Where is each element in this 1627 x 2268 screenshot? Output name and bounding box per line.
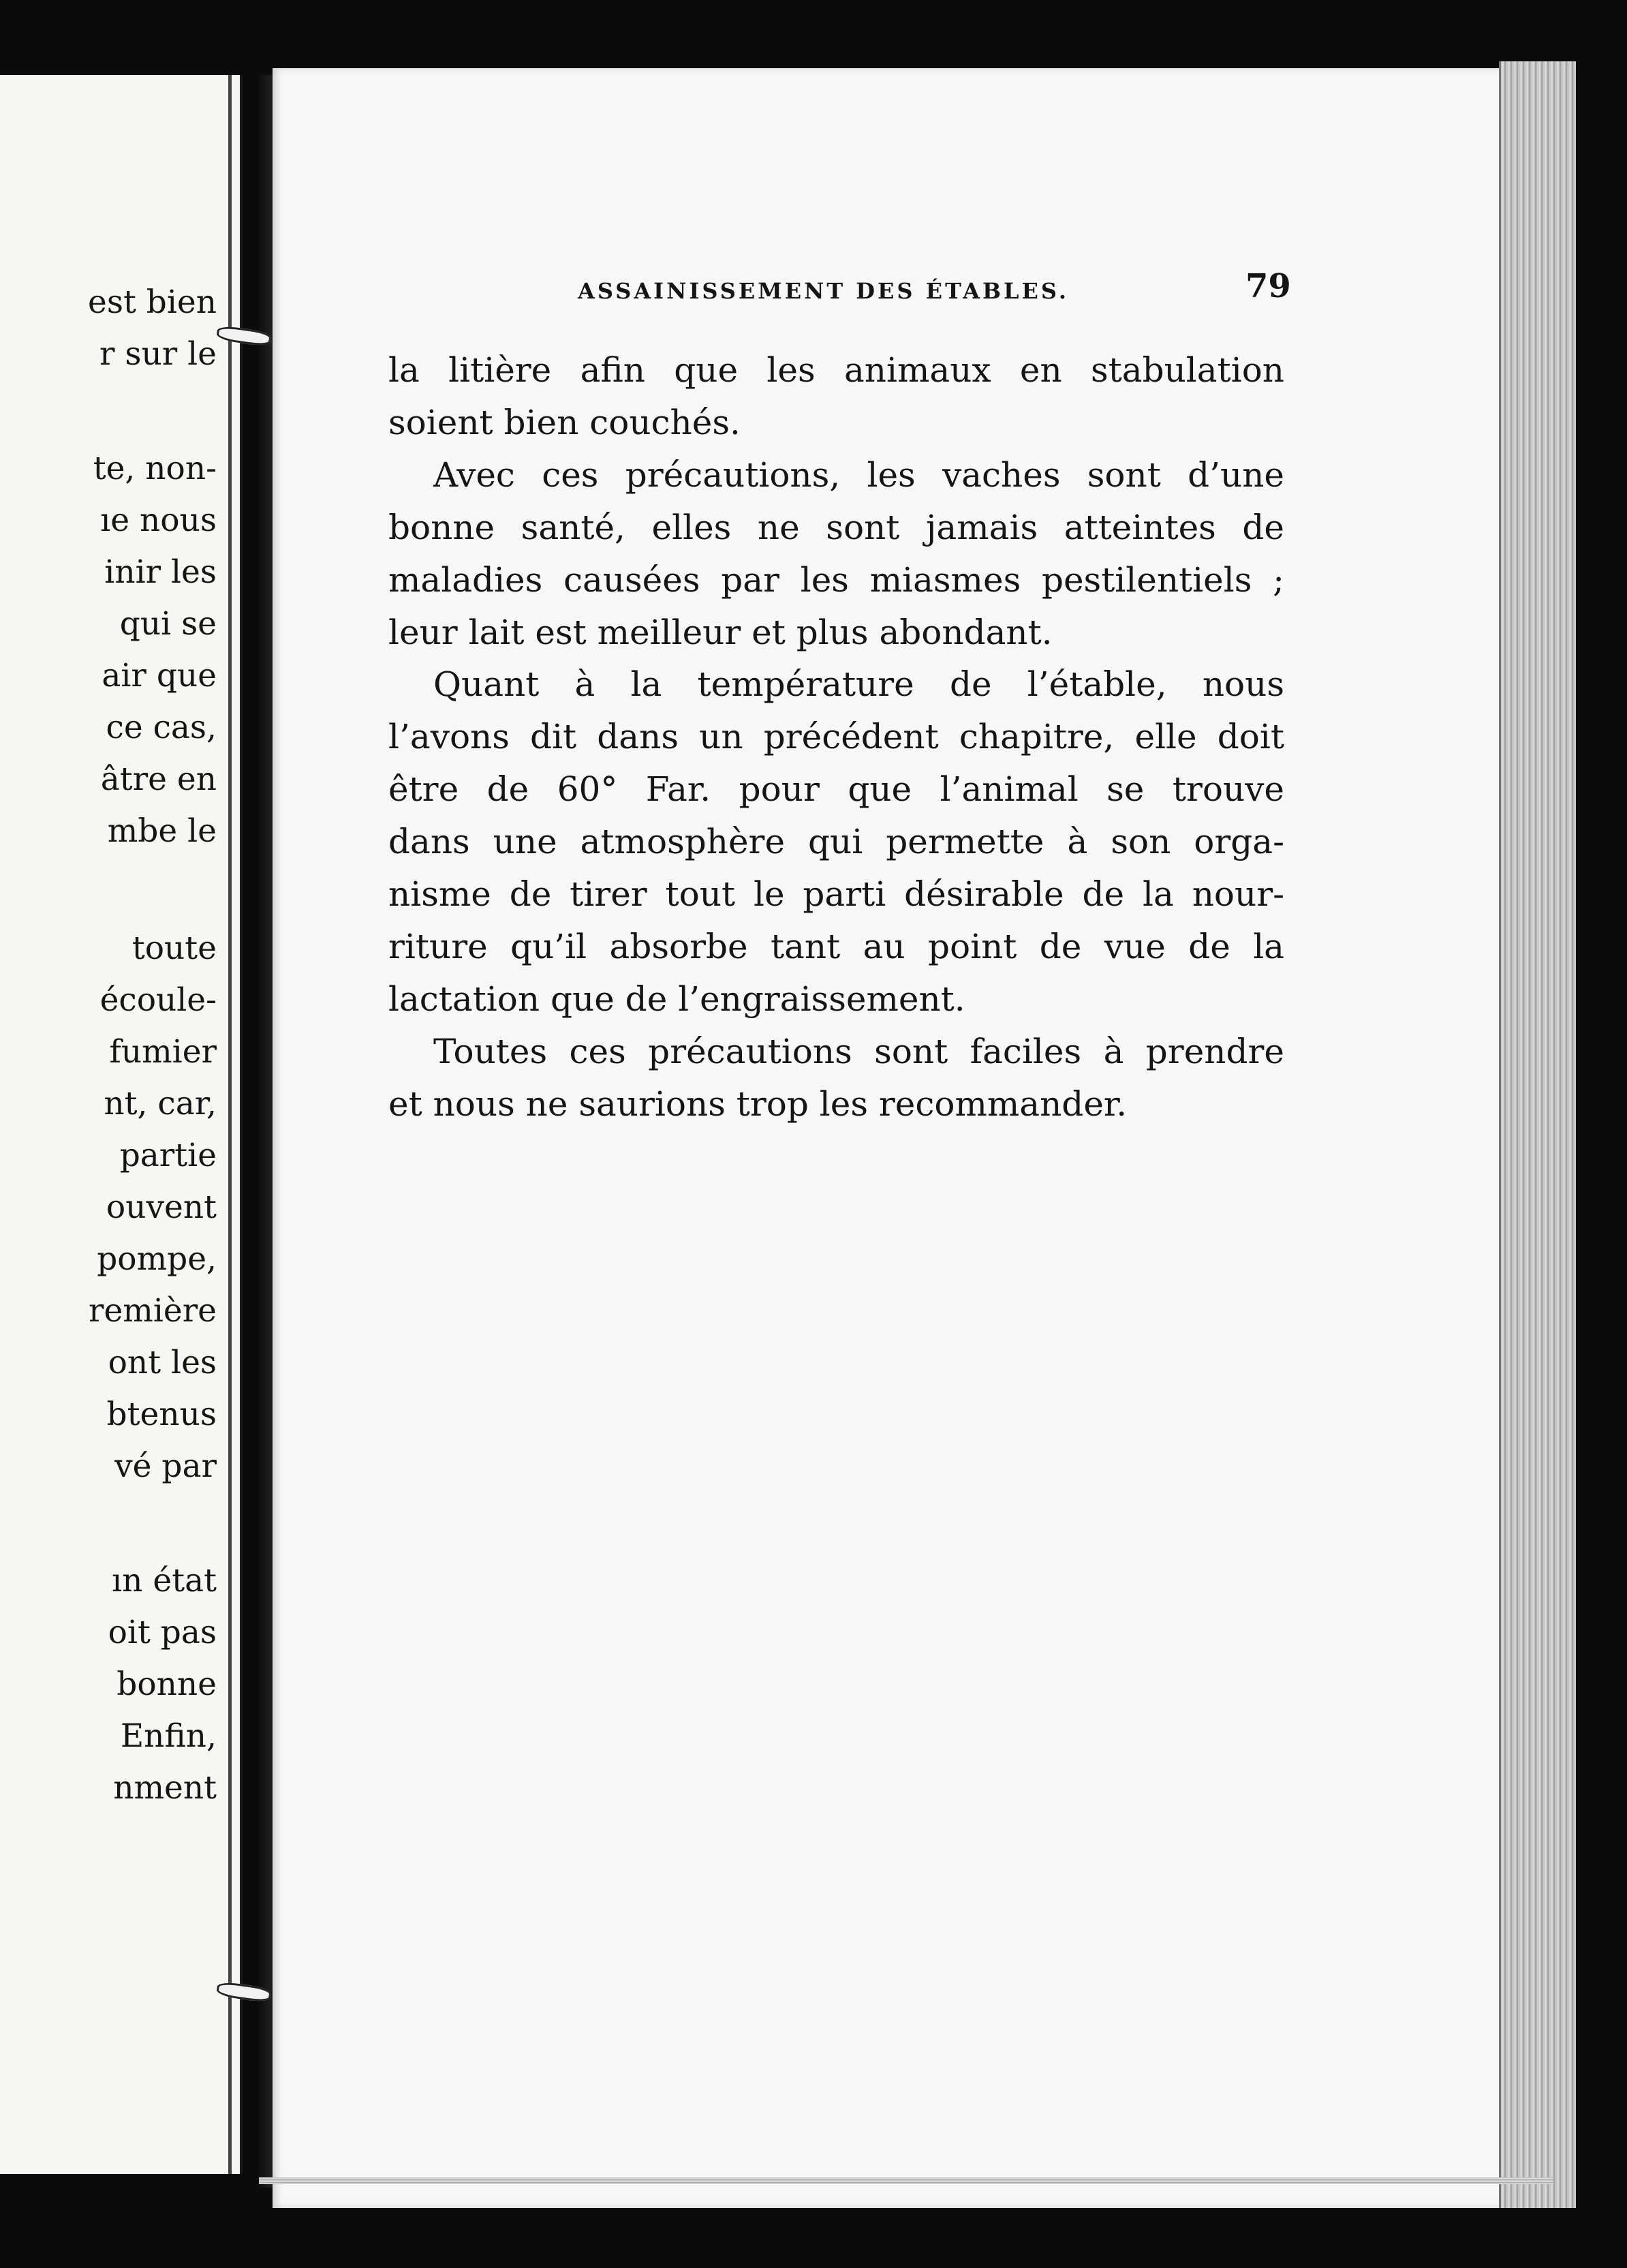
facing-page-line-fragment: ce cas, [106,709,217,746]
facing-page-line-fragment: fumier [109,1033,217,1071]
facing-page-line-fragment: vé par [114,1447,217,1485]
facing-page-edge [228,75,232,2174]
facing-page-line-fragment: ın état [112,1562,217,1599]
text-line: nisme de tirer tout le parti désirable de la nour- [388,874,1284,915]
text-line: dans une atmosphère qui permette à son orga- [388,822,1284,862]
facing-page-line-fragment: btenus [106,1396,217,1433]
facing-page-line-fragment: te, non- [93,450,217,487]
facing-page-line-fragment: est bien [88,284,217,321]
facing-page-line-fragment: nt, car, [104,1085,217,1122]
text-line: Avec ces précautions, les vaches sont d’une [433,455,1284,495]
facing-page-line-fragment: écoule- [99,981,217,1019]
facing-page-line-fragment: ont les [108,1344,217,1381]
page-number: 79 [1245,267,1291,305]
facing-page [0,75,243,2174]
facing-page-line-fragment: air que [102,657,217,694]
facing-page-line-fragment: pompe, [97,1240,217,1278]
facing-page-line-fragment: ouvent [106,1189,217,1226]
facing-page-line-fragment: oit pas [108,1614,217,1651]
body-text [388,344,1284,1131]
facing-page-line-fragment: inir les [104,553,217,591]
paragraph [388,344,1284,449]
facing-page-line-fragment: qui se [119,605,217,643]
facing-page-line-fragment: ıe nous [100,502,217,539]
facing-page-line-fragment: partie [119,1137,217,1174]
text-line: Quant à la température de l’étable, nous [433,664,1284,705]
paragraph [388,449,1284,659]
page-edges-stack [1499,61,1576,2208]
text-line: lactation que de l’engraissement. [388,979,965,1019]
text-line: et nous ne saurions trop les recommander. [388,1084,1128,1124]
facing-page-line-fragment: Enfin, [120,1717,217,1755]
running-head: ASSAINISSEMENT DES ÉTABLES. [578,278,1069,304]
paragraph [388,1026,1284,1131]
text-line: la litière afin que les animaux en stabulation [388,350,1284,390]
facing-page-line-fragment: toute [131,930,217,967]
text-line: bonne santé, elles ne sont jamais atteintes de [388,507,1284,547]
text-line: riture qu’il absorbe tant au point de vue de la [388,926,1284,966]
facing-page-line-fragment: r sur le [99,335,217,373]
page-bottom-edge [259,2177,1553,2184]
text-line: leur lait est meilleur et plus abondant. [388,612,1053,652]
facing-page-line-fragment: mbe le [107,812,217,850]
text-line: être de 60° Far. pour que l’animal se trouve [388,769,1284,810]
facing-page-line-fragment: âtre en [100,761,217,798]
text-line: maladies causées par les miasmes pestilentiels ; [388,560,1284,600]
facing-page-line-fragment: bonne [117,1666,217,1703]
text-line: l’avons dit dans un précédent chapitre, elle doit [388,717,1284,757]
text-line: soient bien couchés. [388,402,741,442]
text-line: Toutes ces précautions sont faciles à prendre [433,1031,1284,1071]
facing-page-line-fragment: remière [89,1292,217,1330]
facing-page-line-fragment: nment [113,1769,217,1807]
paragraph [388,658,1284,1025]
